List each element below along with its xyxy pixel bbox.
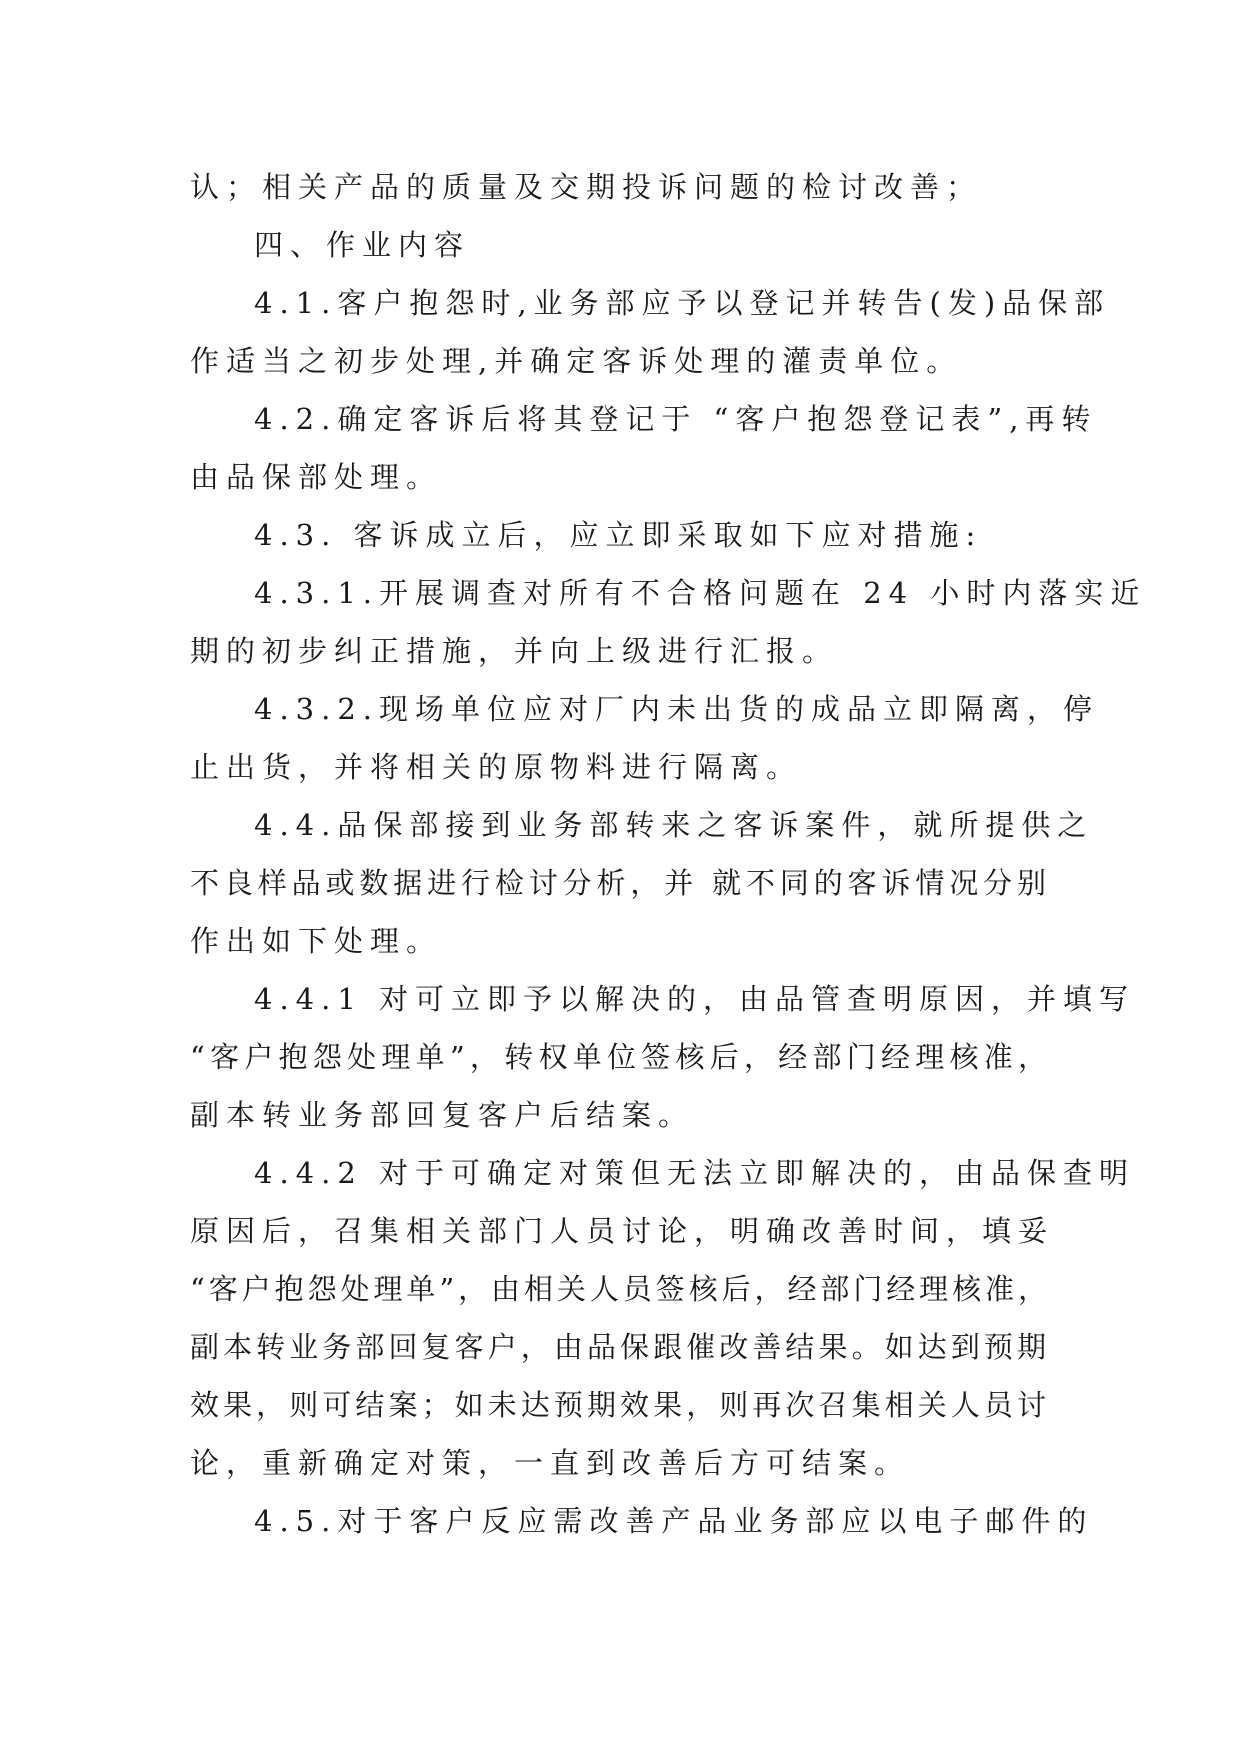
text-line: 认；相关产品的质量及交期投诉问题的检讨改善； — [190, 170, 983, 204]
text-line: 4.4.2 对于可确定对策但无法立即解决的，由品保查明 — [254, 1156, 1136, 1190]
text-line: 4.4.1 对可立即予以解决的，由品管查明原因，并填写 — [254, 982, 1136, 1016]
text-line: 论，重新确定对策，一直到改善后方可结案。 — [190, 1446, 911, 1480]
text-line: 4.4.品保部接到业务部转来之客诉案件，就所提供之 — [254, 808, 1094, 842]
text-line: 4.3.1.开展调查对所有不合格问题在 24 小时内落实近 — [254, 576, 1147, 610]
text-line: 副本转业务部回复客户，由品保跟催改善结果。如达到预期 — [190, 1330, 1050, 1364]
text-line: 效果，则可结案；如未达预期效果，则再次召集相关人员讨 — [190, 1388, 1050, 1422]
text-line: 期的初步纠正措施，并向上级进行汇报。 — [190, 634, 839, 668]
text-line: 副本转业务部回复客户后结案。 — [190, 1098, 695, 1132]
text-line: “客户抱怨处理单”，转权单位签核后，经部门经理核准， — [190, 1040, 1050, 1074]
text-line: 4.1.客户抱怨时,业务部应予以登记并转告(发)品保部 — [254, 286, 1111, 320]
text-line: 4.5.对于客户反应需改善产品业务部应以电子邮件的 — [254, 1504, 1094, 1538]
text-line: 原因后，召集相关部门人员讨论，明确改善时间，填妥 — [190, 1214, 1055, 1248]
text-line: 止出货，并将相关的原物料进行隔离。 — [190, 750, 803, 784]
text-line: 由品保部处理。 — [190, 460, 443, 494]
text-line: 作出如下处理。 — [190, 924, 443, 958]
text-line: “客户抱怨处理单”，由相关人员签核后，经部门经理核准， — [190, 1272, 1050, 1306]
document-body — [190, 158, 1147, 1550]
text-line: 4.3.2.现场单位应对厂内未出货的成品立即隔离，停 — [254, 692, 1100, 726]
text-line: 作适当之初步处理,并确定客诉处理的灌责单位。 — [190, 344, 963, 378]
section-heading: 四、作业内容 — [254, 228, 471, 262]
text-line: 4.3. 客诉成立后，应立即采取如下应对措施: — [254, 518, 983, 552]
text-line: 4.2.确定客诉后将其登记于 “客户抱怨登记表”,再转 — [254, 402, 1098, 436]
text-line: 不良样品或数据进行检讨分析，并 就不同的客诉情况分别 — [190, 866, 1050, 900]
